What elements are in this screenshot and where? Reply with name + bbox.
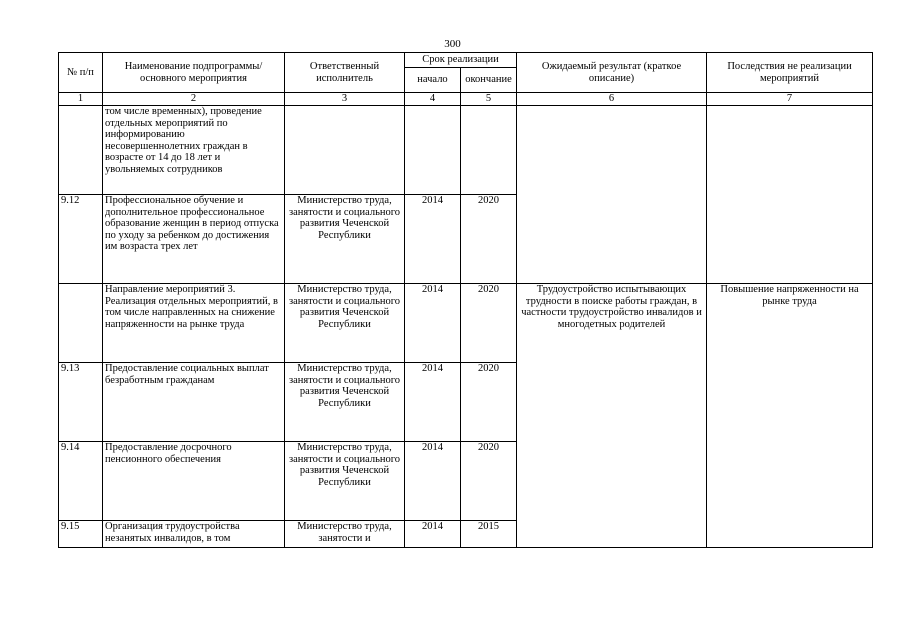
row-responsible: Министерство труда, занятости и социального развития Чеченской Республики [285, 363, 405, 442]
program-table [58, 52, 873, 548]
header-num: № п/п [59, 53, 103, 93]
row-name: Направление мероприятий 3. Реализация отдельных мероприятий, в том числе направленных на снижение напряженности на рынке труда [103, 284, 285, 363]
row-name: Предоставление досрочного пенсионного обеспечения [103, 442, 285, 521]
row-name: Организация трудоустройства незанятых инвалидов, в том [103, 521, 285, 548]
row-end: 2020 [461, 363, 517, 442]
header-end: окончание [461, 68, 517, 93]
row-responsible [285, 106, 405, 195]
row-name: Профессиональное обучение и дополнительное профессиональное образование женщин в период отпуска по уходу за ребенком до достижения им возраста трех лет [103, 195, 285, 284]
header-term: Срок реализации [405, 53, 517, 68]
expected-result: Трудоустройство испытывающих трудности в поиске работы граждан, в частности трудоустройство инвалидов и многодетных родителей [517, 284, 707, 548]
row-end [461, 106, 517, 195]
row-end: 2020 [461, 284, 517, 363]
row-start: 2014 [405, 521, 461, 548]
row-responsible: Министерство труда, занятости и социального развития Чеченской Республики [285, 284, 405, 363]
row-start [405, 106, 461, 195]
column-number: 4 [405, 93, 461, 106]
expected-result-empty [517, 106, 707, 284]
column-number: 3 [285, 93, 405, 106]
column-number: 1 [59, 93, 103, 106]
page-number: 300 [444, 38, 461, 50]
row-num: 9.15 [59, 521, 103, 548]
row-end: 2020 [461, 195, 517, 284]
row-num [59, 106, 103, 195]
row-end: 2020 [461, 442, 517, 521]
row-num: 9.12 [59, 195, 103, 284]
row-responsible: Министерство труда, занятости и социального развития Чеченской Республики [285, 195, 405, 284]
row-responsible: Министерство труда, занятости и [285, 521, 405, 548]
column-number: 6 [517, 93, 707, 106]
column-number: 7 [707, 93, 873, 106]
row-start: 2014 [405, 442, 461, 521]
header-start: начало [405, 68, 461, 93]
row-end: 2015 [461, 521, 517, 548]
consequence-empty [707, 106, 873, 284]
header-consequences: Последствия не реализации мероприятий [707, 53, 873, 93]
consequence: Повышение напряженности на рынке труда [707, 284, 873, 548]
row-num: 9.13 [59, 363, 103, 442]
row-num: 9.14 [59, 442, 103, 521]
row-start: 2014 [405, 195, 461, 284]
row-start: 2014 [405, 284, 461, 363]
column-number: 5 [461, 93, 517, 106]
row-start: 2014 [405, 363, 461, 442]
column-number: 2 [103, 93, 285, 106]
table-row [59, 284, 873, 363]
header-expected: Ожидаемый результат (краткое описание) [517, 53, 707, 93]
row-name: том числе временных), проведение отдельных мероприятий по информированию несовершеннолетних граждан в возрасте от 14 до 18 лет и увольняемых сотрудников [103, 106, 285, 195]
row-num [59, 284, 103, 363]
header-name: Наименование подпрограммы/ основного мероприятия [103, 53, 285, 93]
table-row [59, 106, 873, 195]
row-name: Предоставление социальных выплат безработным гражданам [103, 363, 285, 442]
header-responsible: Ответственный исполнитель [285, 53, 405, 93]
row-responsible: Министерство труда, занятости и социального развития Чеченской Республики [285, 442, 405, 521]
